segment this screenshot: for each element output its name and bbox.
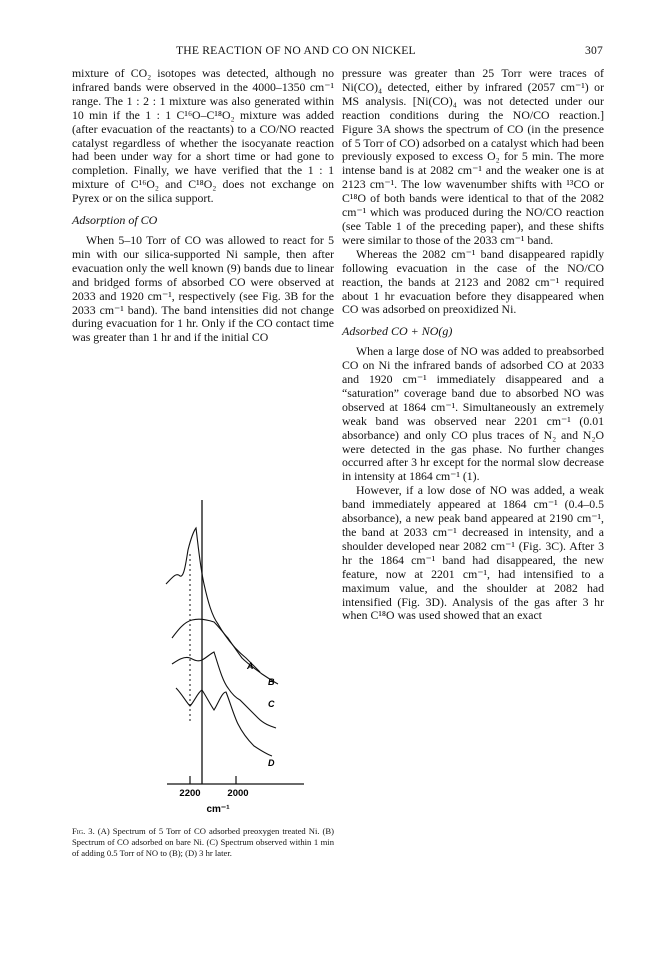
left-column	[72, 67, 334, 345]
right-paragraph-1: pressure was greater than 25 Torr were traces of Ni(CO)₄ detected, either by infrared (2057 cm⁻¹) or MS analysis. [Ni(CO)₄ was not detected under our reaction conditions during the NO/CO reaction.] Figure 3A shows the spectrum of CO (in the presence of 5 Torr of CO) adsorbed on a catalyst which had been previously exposed to excess O₂ for 5 min. The more intense band is at 2082 cm⁻¹ and the weaker one is at 2123 cm⁻¹. The low wavenumber shifts with ¹³CO or C¹⁸O of both bands were identical to that of the 2082 cm⁻¹ which was produced during the NO/CO reaction (see Table 1 of the preceding paper), and these shifts were similar to those of the 2033 cm⁻¹ band.	[342, 66, 605, 247]
section-heading-adsorption-of-co: Adsorption of CO	[72, 213, 158, 228]
page-number: 307	[585, 44, 603, 57]
spectra-plot	[72, 492, 334, 822]
spectrum-c	[172, 652, 276, 728]
section-heading-adsorbed-co-no: Adsorbed CO + NO(g)	[342, 324, 453, 339]
spectrum-b	[172, 619, 278, 684]
right-paragraph-4: However, if a low dose of NO was added, a weak band immediately appeared at 1864 cm⁻¹ (0.4–0.5 absorbance), a new peak band appeared at 2190 cm⁻¹, the band at 2033 cm⁻¹ decreased in intensity, and a shoulder developed near 2082 cm⁻¹ (Fig. 3C). After 3 hr the 1864 cm⁻¹ band had disappeared, the new feature, now at 2201 cm⁻¹, had intensified to a maximum value, and the shoulder at 2082 had intensified (Fig. 3D). Analysis of the gas after 3 hr when C¹⁸O was used showed that an exact	[342, 483, 604, 623]
x-axis-unit: cm⁻¹	[206, 804, 230, 815]
spectrum-d	[176, 688, 272, 756]
spectrum-a	[166, 528, 260, 672]
figure-caption	[72, 826, 334, 859]
page-header	[72, 44, 603, 60]
x-tick-label-2000: 2000	[227, 788, 249, 799]
x-tick-label-2200: 2200	[179, 788, 201, 799]
figure-caption-label: Fig. 3.	[72, 826, 95, 836]
right-column	[342, 67, 604, 623]
running-title: THE REACTION OF NO AND CO ON NICKEL	[176, 44, 416, 57]
curve-label-c: C	[268, 699, 275, 709]
right-paragraph-2: Whereas the 2082 cm⁻¹ band disappeared rapidly following evacuation in the case of the NO/CO reaction, the bands at 2123 and 2082 cm⁻¹ required about 1 hr evacuation before they disappeared when CO was adsorbed on preoxidized Ni.	[342, 246, 604, 317]
curve-label-b: B	[268, 677, 275, 687]
figure-caption-text: (A) Spectrum of 5 Torr of CO adsorbed preoxygen treated Ni. (B) Spectrum of CO adsorbed on bare Ni. (C) Spectrum observed within 1 min of adding 0.5 Torr of NO to (B); (D) 3 hr later.	[72, 826, 334, 858]
right-paragraph-3: When a large dose of NO was added to preabsorbed CO on Ni the infrared bands of adsorbed CO at 2033 and 1920 cm⁻¹ immediately disappeared and a “saturation” coverage band due to absorbed NO was observed at 1864 cm⁻¹. Simultaneously an extremely weak band was observed near 2201 cm⁻¹ (0.01 absorbance) and only CO plus traces of N₂ and N₂O were detected in the gas phase. No further changes occurred after 3 hr except for the normal slow decrease in intensity at 1864 cm⁻¹ (1).	[342, 344, 604, 484]
left-paragraph-2: When 5–10 Torr of CO was allowed to react for 5 min with our silica-supported Ni sample, then after evacuation only the well known (9) bands due to linear and bridged forms of absorbed CO were observed at 2033 and 1920 cm⁻¹, respectively (see Fig. 3B for the 2033 cm⁻¹ band). The band intensities did not change during evacuation for 1 hr. Only if the CO contact time was greater than 1 hr and if the initial CO	[72, 232, 334, 345]
left-paragraph-1: mixture of CO₂ isotopes was detected, although no infrared bands were observed in the 4000–1350 cm⁻¹ range. The 1 : 2 : 1 mixture was also generated within 10 min if the 1 : 1 C¹⁶O–C¹⁸O₂ mixture was added (after evacuation of the reactants) to a CO/NO reacted catalyst regardless of whether the isocyanate reaction had been under way for a short time or had gone to completion. Finally, we have verified that the 1 : 1 mixture of C¹⁶O₂ and C¹⁸O₂ does not exchange on Pyrex or on the silica support.	[72, 66, 334, 206]
curve-label-a: A	[247, 661, 254, 671]
curve-label-d: D	[268, 758, 275, 768]
